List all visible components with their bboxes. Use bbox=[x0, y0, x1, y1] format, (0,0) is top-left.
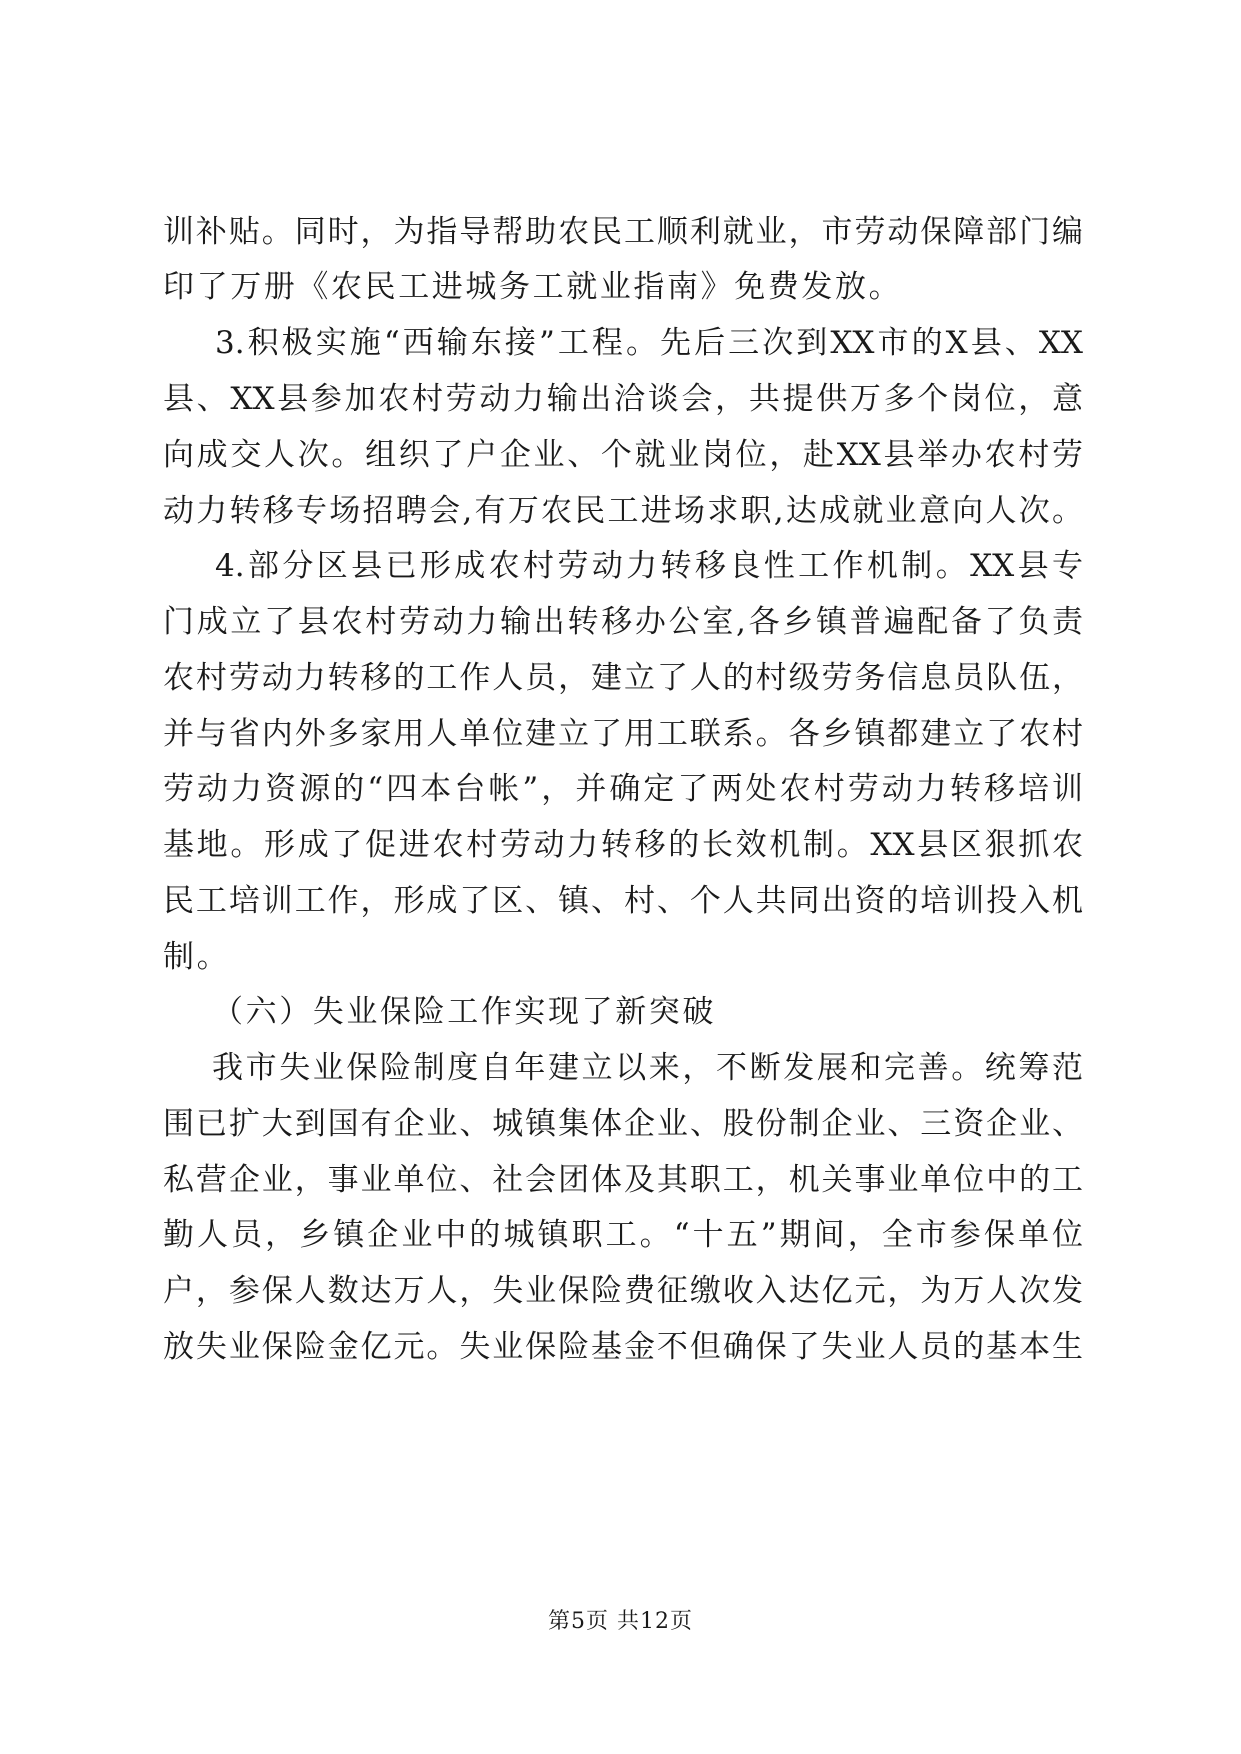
body-line-1: 训补贴。同时，为指导帮助农民工顺利就业，市劳动保障部门编 bbox=[163, 214, 1083, 250]
body-line-12: 基地。形成了促进农村劳动力转移的长效机制。XX县区狠抓农 bbox=[163, 827, 1083, 863]
body-line-10: 并与省内外多家用人单位建立了用工联系。各乡镇都建立了农村 bbox=[163, 716, 1083, 752]
body-line-11: 劳动力资源的“四本台帐”，并确定了两处农村劳动力转移培训 bbox=[163, 771, 1083, 807]
body-line-21: 放失业保险金亿元。失业保险基金不但确保了失业人员的基本生 bbox=[163, 1329, 1083, 1365]
body-line-17: 围已扩大到国有企业、城镇集体企业、股份制企业、三资企业、 bbox=[163, 1106, 1083, 1142]
body-line-16: 我市失业保险制度自年建立以来，不断发展和完善。统筹范 bbox=[212, 1050, 1083, 1086]
body-line-4: 县、XX县参加农村劳动力输出洽谈会，共提供万多个岗位，意 bbox=[163, 381, 1083, 417]
body-line-18: 私营企业，事业单位、社会团体及其职工，机关事业单位中的工 bbox=[163, 1162, 1083, 1198]
body-line-13: 民工培训工作，形成了区、镇、村、个人共同出资的培训投入机 bbox=[163, 883, 1083, 919]
body-line-19: 勤人员，乡镇企业中的城镇职工。“十五”期间，全市参保单位 bbox=[163, 1217, 1083, 1253]
body-line-20: 户，参保人数达万人，失业保险费征缴收入达亿元，为万人次发 bbox=[163, 1273, 1083, 1309]
body-line-3: 3.积极实施“西输东接”工程。先后三次到XX市的X县、XX bbox=[215, 325, 1083, 361]
body-line-5: 向成交人次。组织了户企业、个就业岗位，赴XX县举办农村劳 bbox=[163, 437, 1083, 473]
body-line-14: 制。 bbox=[163, 939, 231, 975]
body-line-9: 农村劳动力转移的工作人员，建立了人的村级劳务信息员队伍， bbox=[163, 660, 1083, 696]
body-line-8: 门成立了县农村劳动力输出转移办公室,各乡镇普遍配备了负责 bbox=[163, 604, 1083, 640]
body-line-2: 印了万册《农民工进城务工就业指南》免费发放。 bbox=[163, 269, 903, 305]
body-line-7: 4.部分区县已形成农村劳动力转移良性工作机制。XX县专 bbox=[215, 548, 1083, 584]
page-footer: 第5页 共12页 bbox=[548, 1609, 693, 1634]
section-heading: （六）失业保险工作实现了新突破 bbox=[212, 994, 716, 1030]
body-line-6: 动力转移专场招聘会,有万农民工进场求职,达成就业意向人次。 bbox=[163, 493, 1083, 529]
